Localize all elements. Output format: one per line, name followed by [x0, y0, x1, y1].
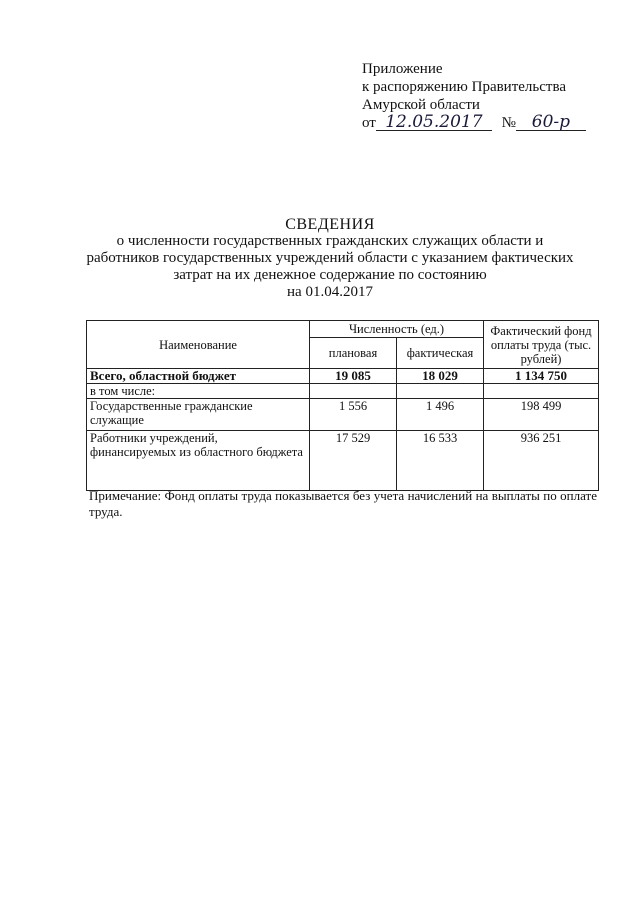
header-name: Наименование	[87, 321, 310, 369]
document-title	[80, 216, 580, 301]
table-row-total	[87, 369, 599, 384]
row-plan: 17 529	[310, 431, 397, 491]
handwritten-number: 60-р	[516, 115, 586, 131]
appendix-date-line	[362, 114, 586, 132]
title-line-3: затрат на их денежное содержание по состоянию	[173, 267, 487, 283]
including-label: в том числе:	[87, 384, 310, 399]
title-date: на 01.04.2017	[287, 284, 373, 300]
title-main: СВЕДЕНИЯ	[285, 216, 375, 233]
staff-table	[86, 320, 599, 491]
header-count: Численность (ед.)	[310, 321, 484, 338]
table-row	[87, 431, 599, 491]
row-name: Работники учреждений, финансируемых из областного бюджета	[87, 431, 310, 491]
header-fund: Фактический фонд оплаты труда (тыс. рублей)	[484, 321, 599, 369]
title-line-1: о численности государственных гражданских служащих области и	[116, 233, 544, 249]
row-fund: 198 499	[484, 399, 599, 431]
appendix-title: Приложение	[362, 61, 443, 77]
handwritten-date: 12.05.2017	[376, 115, 492, 131]
appendix-header	[362, 60, 586, 132]
row-name: Государственные гражданские служащие	[87, 399, 310, 431]
header-fact: фактическая	[397, 338, 484, 369]
row-fund: 936 251	[484, 431, 599, 491]
row-fact: 1 496	[397, 399, 484, 431]
total-plan: 19 085	[310, 369, 397, 384]
appendix-order-ref: к распоряжению Правительства	[362, 79, 567, 95]
row-fact: 16 533	[397, 431, 484, 491]
table-row	[87, 399, 599, 431]
total-name: Всего, областной бюджет	[87, 369, 310, 384]
table-row-including	[87, 384, 599, 399]
total-fact: 18 029	[397, 369, 484, 384]
title-line-2: работников государственных учреждений области с указанием фактических	[86, 250, 574, 266]
appendix-region: Амурской области	[362, 97, 480, 113]
footnote: Примечание: Фонд оплаты труда показывается без учета начислений на выплаты по оплате труда.	[89, 488, 597, 519]
header-plan: плановая	[310, 338, 397, 369]
total-fund: 1 134 750	[484, 369, 599, 384]
number-prefix: №	[501, 115, 516, 131]
row-plan: 1 556	[310, 399, 397, 431]
date-prefix: от	[362, 115, 376, 131]
